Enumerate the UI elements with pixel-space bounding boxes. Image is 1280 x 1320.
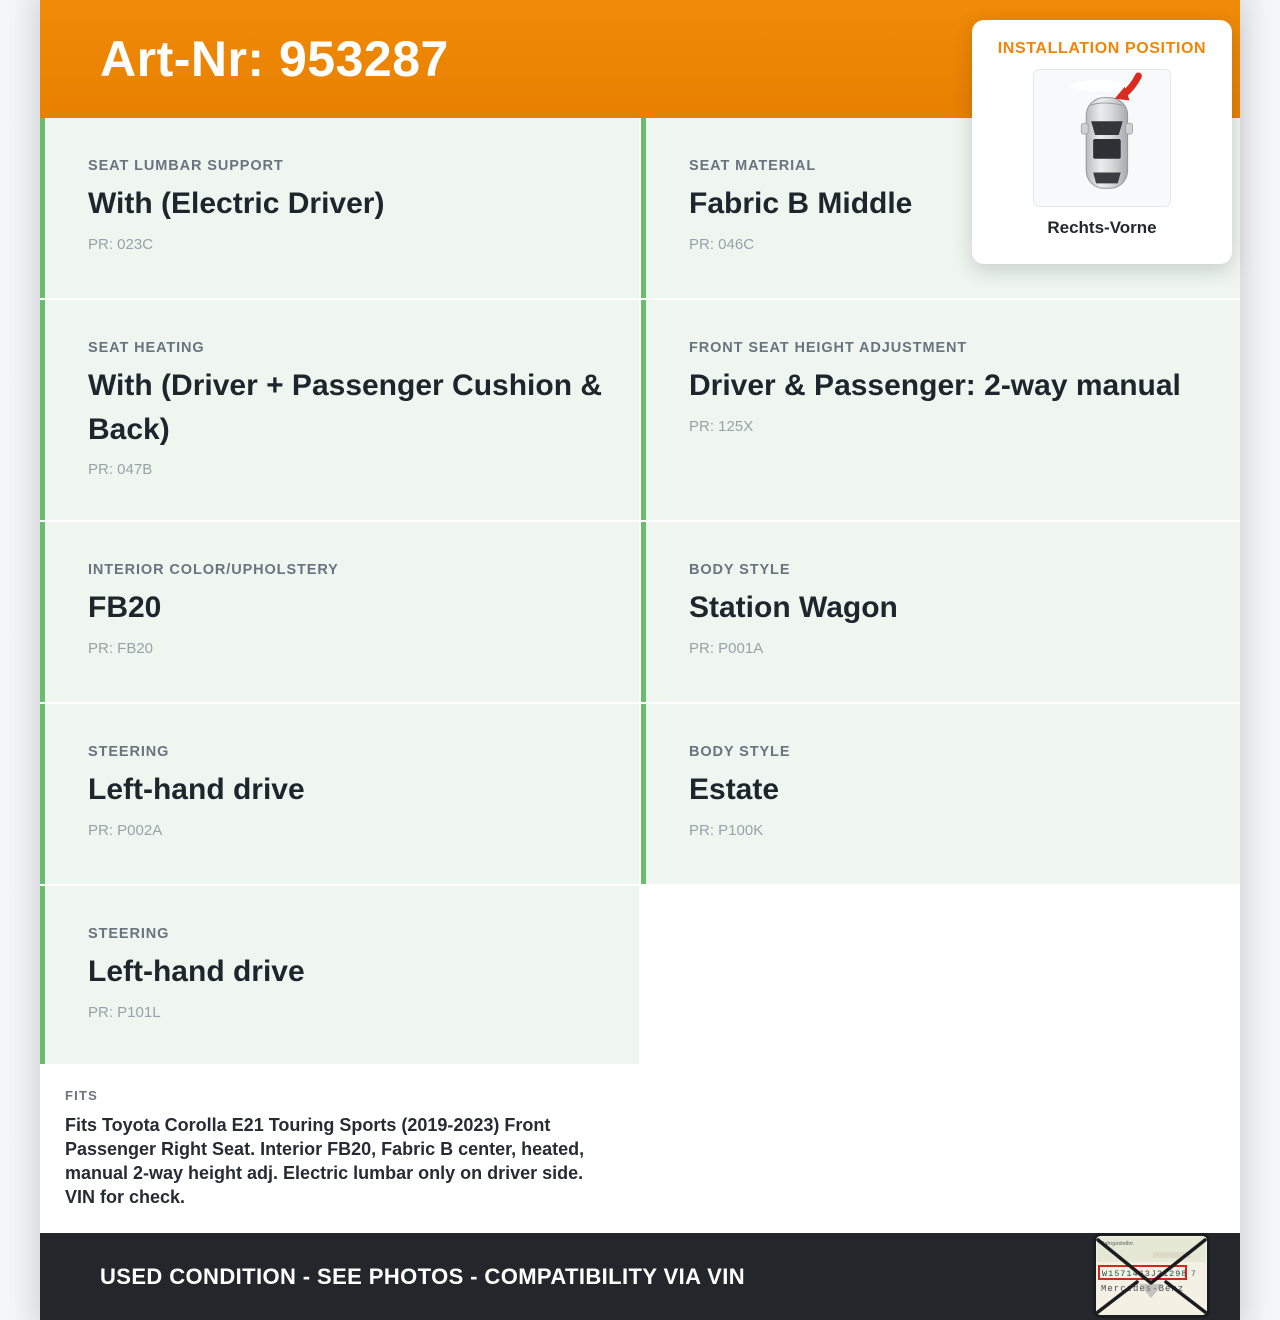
car-sunroof [1093, 139, 1121, 159]
installation-title: INSTALLATION POSITION [997, 40, 1207, 57]
spec-label: STEERING [88, 744, 170, 760]
spec-label: SEAT LUMBAR SUPPORT [88, 158, 284, 174]
installation-position-label: Rechts-Vorne [1047, 218, 1157, 237]
spec-pr-code: PR: 047B [88, 461, 153, 478]
spec-label: FRONT SEAT HEIGHT ADJUSTMENT [689, 340, 968, 356]
spec-label: SEAT HEATING [88, 340, 205, 356]
empty-cell [641, 886, 1240, 1064]
spec-value: Left-hand drive [88, 773, 305, 806]
spec-label: BODY STYLE [689, 744, 791, 760]
spec-pr-code: PR: 023C [88, 235, 154, 253]
fits-card [40, 1066, 639, 1233]
spec-value: Estate [689, 773, 780, 806]
car-windshield [1091, 121, 1123, 135]
doc-brand: Mercedes-Benz [1101, 1284, 1185, 1294]
car-position-image [1033, 69, 1171, 207]
spec-card-front-seat-height-adjustment [641, 300, 1240, 520]
fits-description: Fits Toyota Corolla E21 Touring Sports (2019-2023) Front Passenger Right Seat. Interior FB20, Fabric B center, heated, manual 2-way height adj. Electric lumbar only on driver side. VIN for check. [65, 1115, 585, 1207]
doc-vin-suffix: 7 [1191, 1270, 1196, 1279]
spec-card-body-style-estate [641, 704, 1240, 884]
spec-card-body-style-station-wagon [641, 522, 1240, 702]
empty-cell [641, 1066, 1240, 1233]
spec-label: INTERIOR COLOR/UPHOLSTERY [88, 562, 339, 578]
car-mirror-left [1081, 123, 1088, 134]
spec-value: Fabric B Middle [689, 187, 913, 220]
spec-card-interior-color [40, 522, 639, 702]
doc-label: Fahrgestellnr. [1101, 1241, 1135, 1247]
car-mirror-right [1126, 123, 1133, 134]
spec-value: Left-hand drive [88, 955, 305, 988]
spec-value: With (Electric Driver) [88, 187, 385, 220]
spec-pr-code: PR: P101L [88, 1003, 161, 1021]
condition-notice: USED CONDITION - SEE PHOTOS - COMPATIBILITY VIA VIN [100, 1263, 746, 1289]
doc-vin: W1571463J31298 [1102, 1269, 1188, 1279]
spec-card-steering-p101l [40, 886, 639, 1064]
page-title: Art-Nr: 953287 [100, 31, 449, 87]
spec-pr-code: PR: 125X [689, 417, 754, 435]
spec-pr-code: PR: 046C [689, 235, 755, 253]
spec-value: Station Wagon [689, 591, 898, 624]
fits-label: FITS [65, 1088, 98, 1103]
spec-pr-code: PR: P100K [689, 821, 764, 839]
footer-bar [40, 1233, 1240, 1320]
spec-pr-code: PR: FB20 [88, 639, 154, 657]
spec-card-steering-p002a [40, 704, 639, 884]
spec-value: Driver & Passenger: 2-way manual [689, 369, 1181, 402]
spec-card-seat-heating [40, 300, 639, 520]
spec-pr-code: PR: P001A [689, 639, 764, 657]
spec-value: FB20 [88, 591, 162, 624]
spec-label: SEAT MATERIAL [689, 158, 817, 174]
spec-label: BODY STYLE [689, 562, 791, 578]
car-top-view [1034, 69, 1170, 207]
spec-pr-code: PR: P002A [88, 821, 163, 839]
installation-position-card [972, 20, 1232, 264]
registration-doc-image [1093, 1233, 1210, 1318]
spec-card-seat-lumbar-support [40, 118, 639, 298]
spec-value: With (Driver + Passenger Cushion & Back) [88, 369, 603, 446]
car-rear-window [1093, 172, 1121, 183]
spec-label: STEERING [88, 926, 170, 942]
spec-grid [40, 118, 1240, 1233]
